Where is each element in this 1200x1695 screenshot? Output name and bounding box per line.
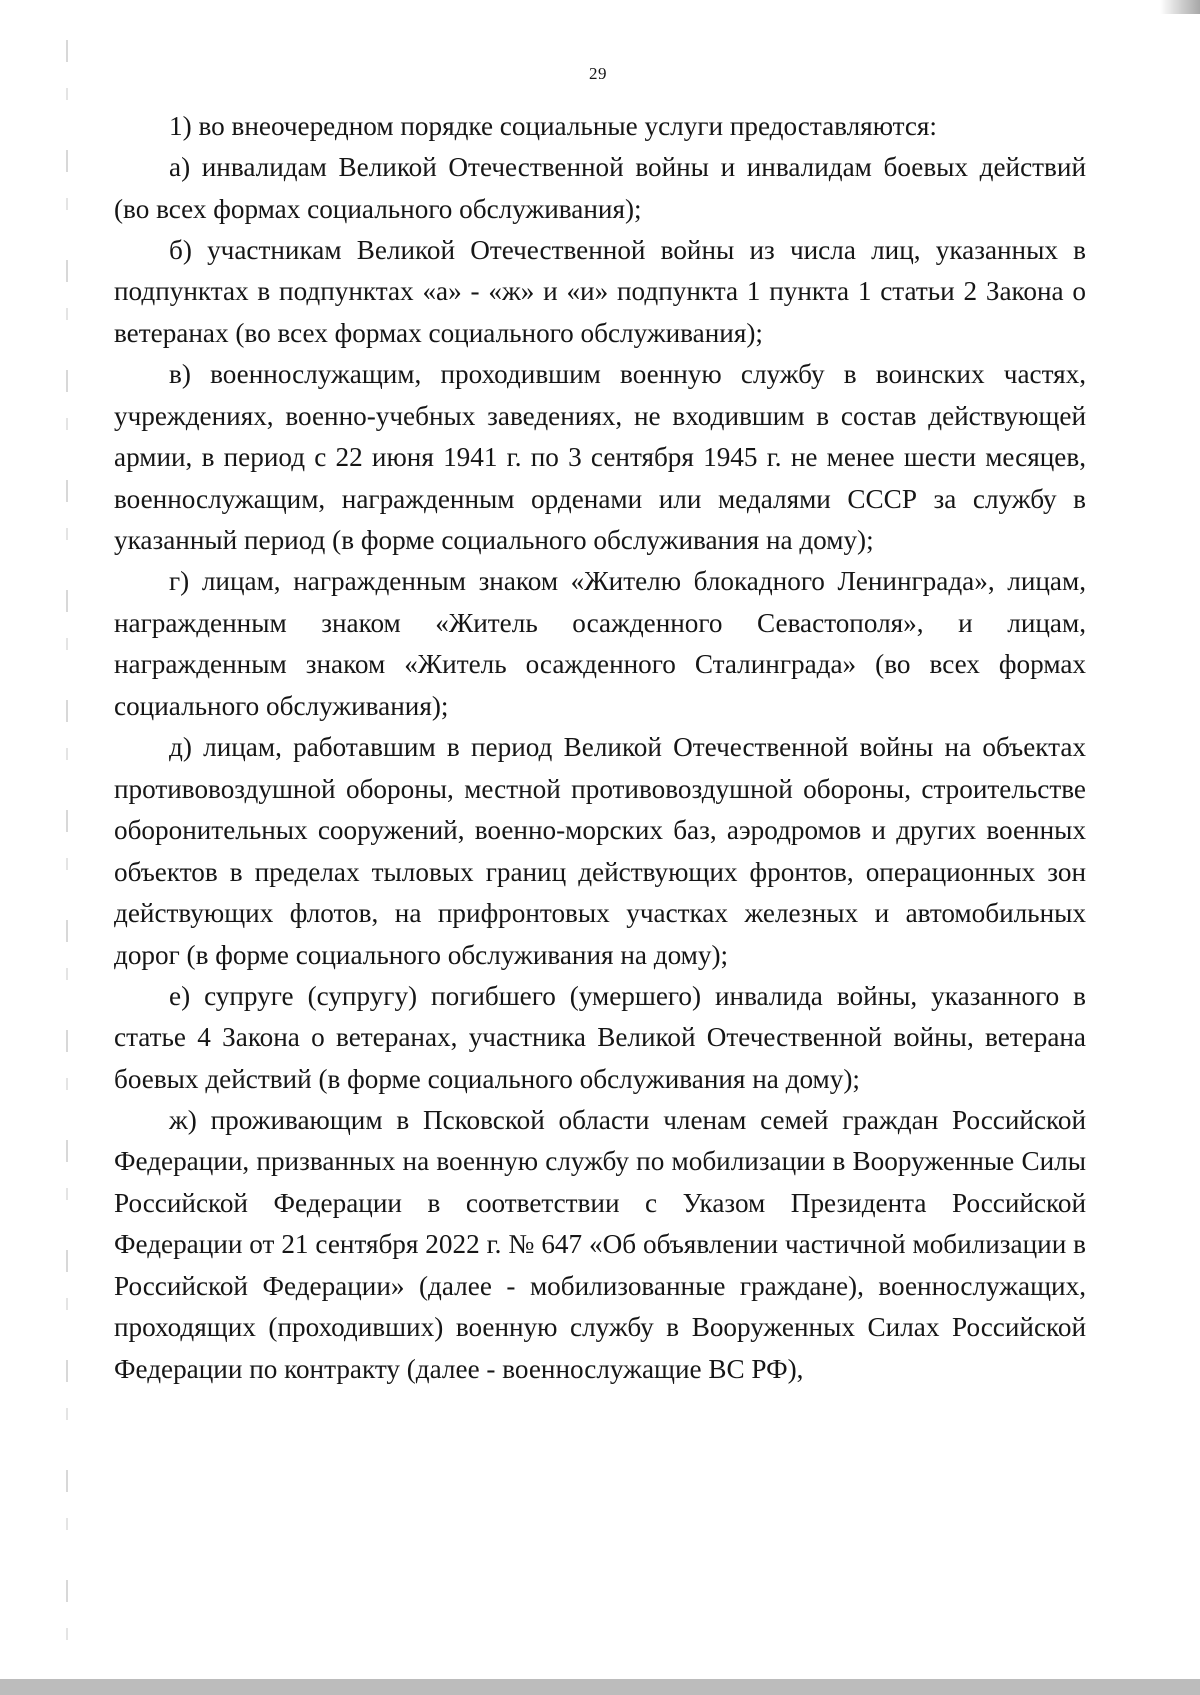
paragraph-a: а) инвалидам Великой Отечественной войны и инвалидам боевых действий (во всех формах социального обслуживания); xyxy=(114,152,1086,224)
scan-edge-artifact xyxy=(66,40,68,1670)
paragraph-v: в) военнослужащим, проходившим военную службу в воинских частях, учреждениях, военно-учебных заведениях, не входившим в состав действующей армии, в период с 22 июня 1941 г. по 3 сентября 1945 г. не менее шести месяцев, военнослужащим, награжденным орденами или медалями СССР за службу в указанный период (в форме социального обслуживания на дому); xyxy=(114,359,1086,556)
paragraph-e: е) супруге (супругу) погибшего (умершего) инвалида войны, указанного в статье 4 Закона о ветеранах, участника Великой Отечественной войны, ветерана боевых действий (в форме социального обслуживания на дому); xyxy=(114,980,1086,1094)
scan-bottom-artifact xyxy=(0,1679,1200,1695)
scan-corner-artifact xyxy=(1160,0,1200,14)
paragraph-b: б) участникам Великой Отечественной войны из числа лиц, указанных в подпунктах в подпунктах «а» - «ж» и «и» подпункта 1 пункта 1 статьи 2 Закона о ветеранах (во всех формах социального обслуживания); xyxy=(114,234,1086,348)
document-body xyxy=(114,106,1086,1390)
paragraph-1: 1) во внеочередном порядке социальные услуги предоставляются: xyxy=(169,111,937,141)
paragraph-d: д) лицам, работавшим в период Великой Отечественной войны на объектах противовоздушной обороны, местной противовоздушной обороны, строительстве оборонительных сооружений, военно-морских баз, аэродромов и других военных объектов в пределах тыловых границ действующих фронтов, операционных зон действующих флотов, на прифронтовых участках железных и автомобильных дорог (в форме социального обслуживания на дому); xyxy=(114,732,1086,970)
page-number: 29 xyxy=(589,64,607,83)
paragraph-zh: ж) проживающим в Псковской области членам семей граждан Российской Федерации, призванных на военную службу по мобилизации в Вооруженные Силы Российской Федерации в соответствии с Указом Президента Российской Федерации от 21 сентября 2022 г. № 647 «Об объявлении частичной мобилизации в Российской Федерации» (далее - мобилизованные граждане), военнослужащих, проходящих (проходивших) военную службу в Вооруженных Силах Российской Федерации по контракту (далее - военнослужащие ВС РФ), xyxy=(114,1104,1086,1384)
paragraph-g: г) лицам, награжденным знаком «Жителю блокадного Ленинграда», лицам, награжденным знаком «Житель осажденного Севастополя», и лицам, награжденным знаком «Житель осажденного Сталинграда» (во всех формах социального обслуживания); xyxy=(114,566,1086,721)
